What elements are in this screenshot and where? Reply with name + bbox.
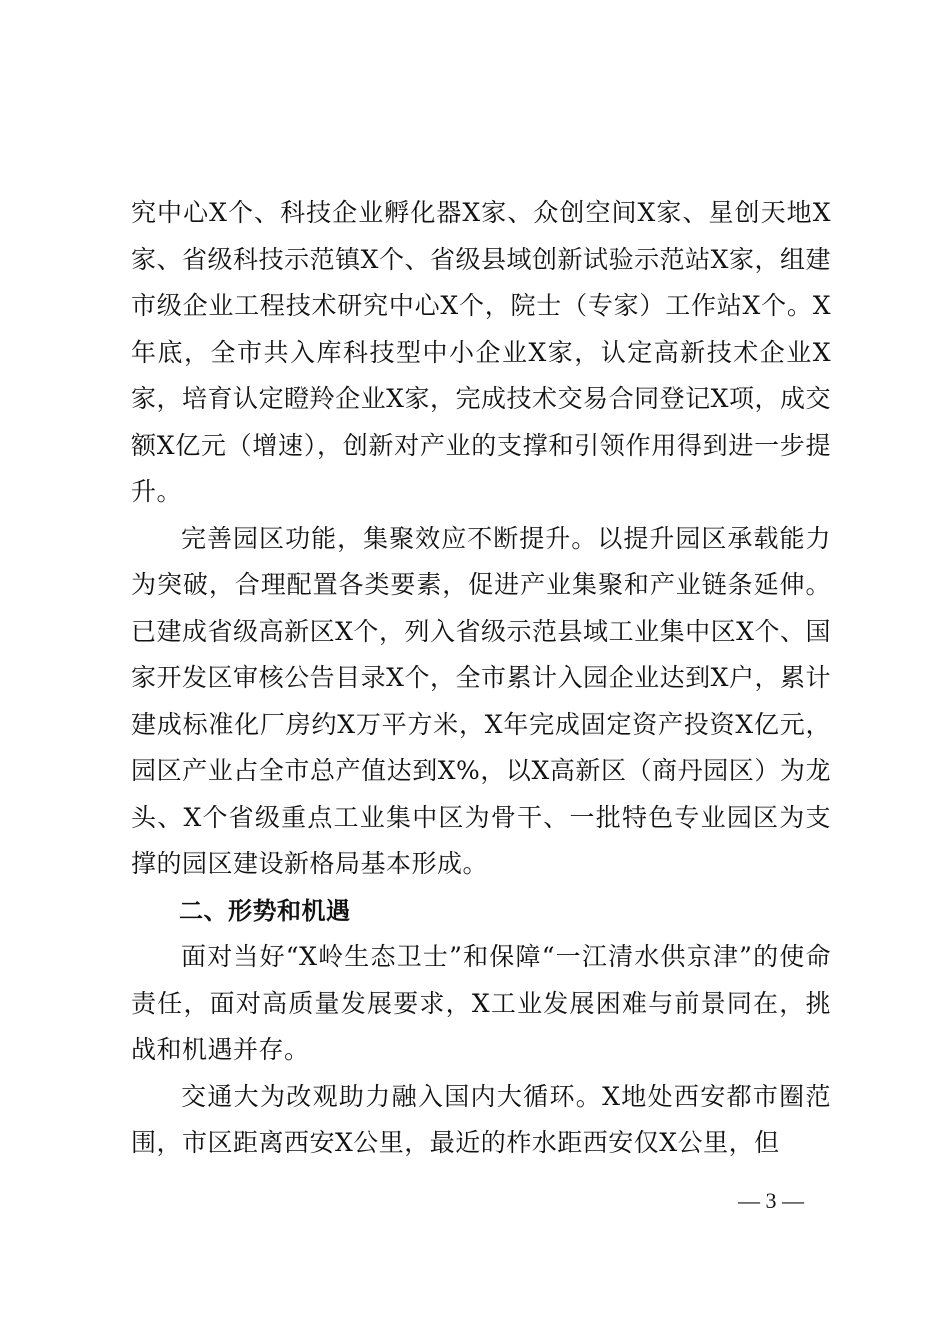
paragraph-continuation: 究中心X个、科技企业孵化器X家、众创空间X家、星创天地X家、省级科技示范镇X个、省级县域创新试验示范站X家，组建市级企业工程技术研究中心X个，院士（专家）工作站X个。X年底，全市共入库科技型中小企业X家，认定高新技术企业X家，培育认定瞪羚企业X家，完成技术交易合同登记X项，成交额X亿元（增速），创新对产业的支撑和引领作用得到进一步提升。 bbox=[131, 198, 831, 506]
paragraph-transport: 交通大为改观助力融入国内大循环。X地处西安都市圈范围，市区距离西安X公里，最近的柞水距西安仅X公里，但 bbox=[131, 1081, 831, 1157]
paragraph-park-function: 完善园区功能，集聚效应不断提升。以提升园区承载能力为突破，合理配置各类要素，促进产业集聚和产业链条延伸。已建成省级高新区X个，列入省级示范县域工业集中区X个、国家开发区审核公告目录X个，全市累计入园企业达到X户，累计建成标准化厂房约X万平方米，X年完成固定资产投资X亿元，园区产业占全市总产值达到X%，以X高新区（商丹园区）为龙头、X个省级重点工业集中区为骨干、一批特色专业园区为支撑的园区建设新格局基本形成。 bbox=[131, 523, 831, 878]
paragraph-responsibility: 面对当好“X岭生态卫士”和保障“一江清水供京津”的使命责任，面对高质量发展要求，X工业发展困难与前景同在，挑战和机遇并存。 bbox=[131, 942, 831, 1064]
section-heading: 二、形势和机遇 bbox=[179, 896, 351, 925]
document-body bbox=[131, 190, 831, 1167]
page-number: — 3 — bbox=[738, 1188, 804, 1213]
